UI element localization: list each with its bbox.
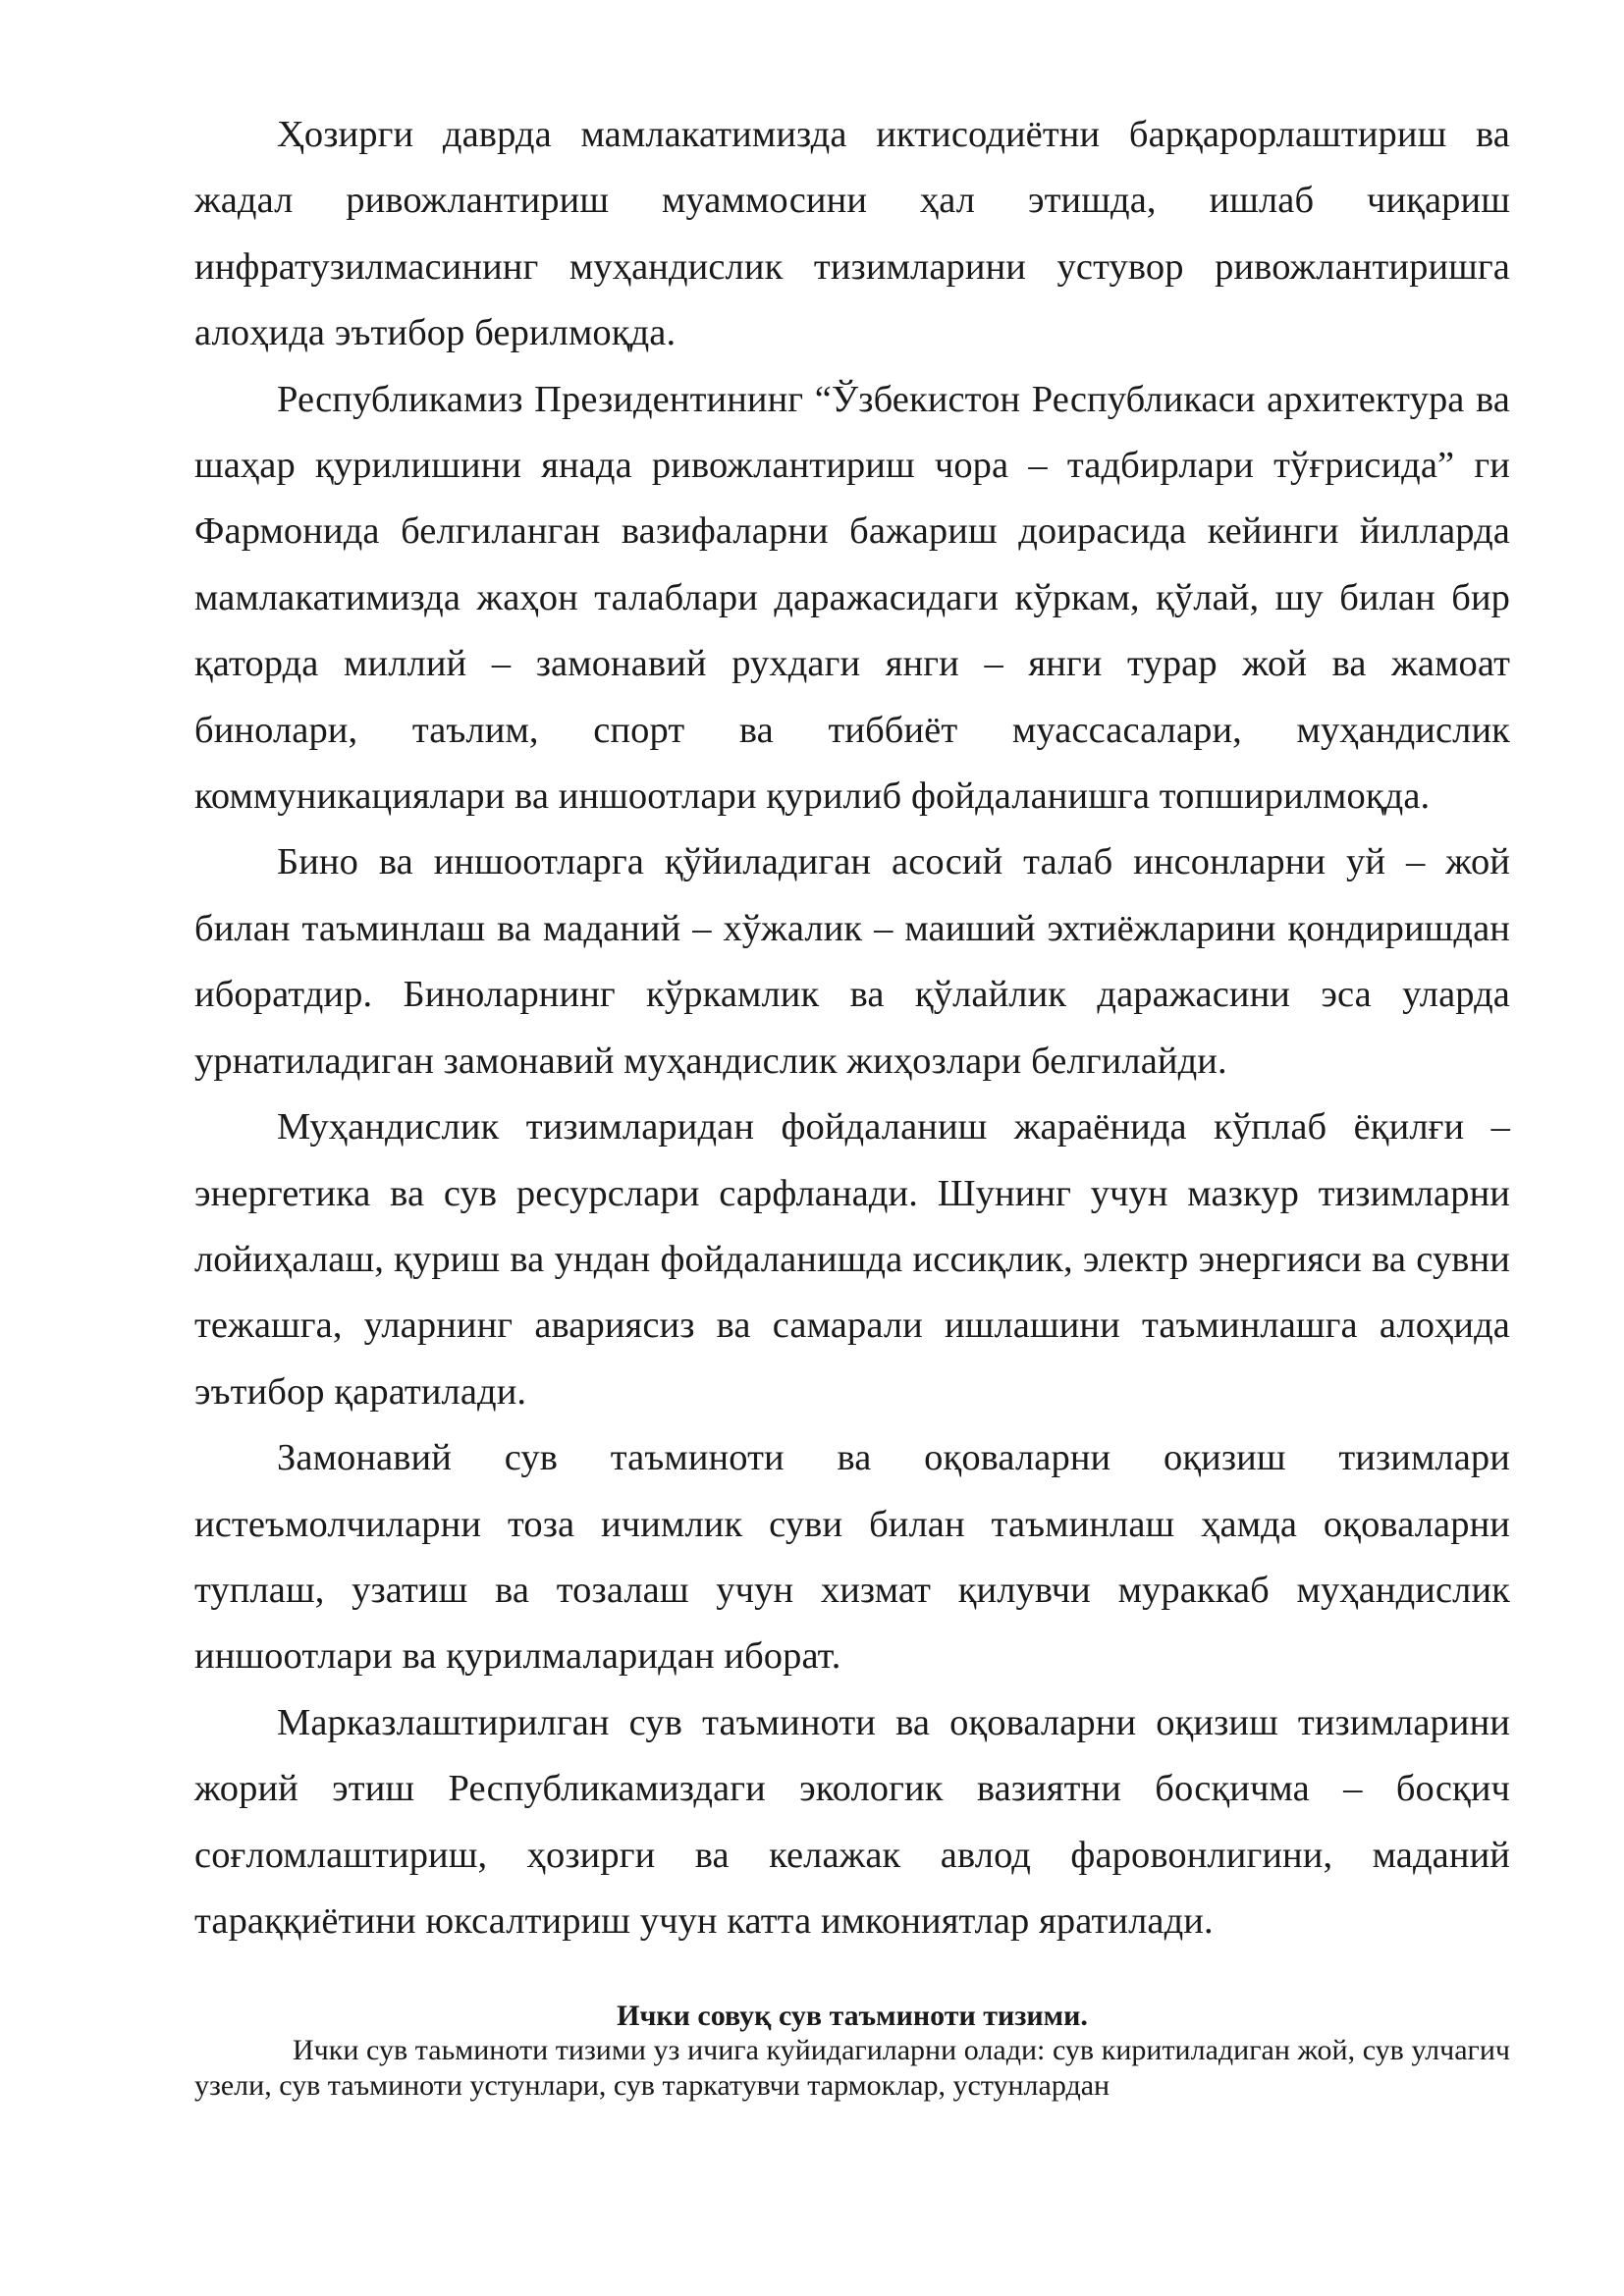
body-text xyxy=(194,102,1510,1954)
paragraph-1: Ҳозирги даврда мамлакатимизда иктисодиётни барқарорлаштириш ва жадал ривожлантириш муаммосини ҳал этишда, ишлаб чиқариш инфратузилмасининг муҳандислик тизимларини устувор ривожлантиришга алоҳида эътибор берилмоқда. xyxy=(194,114,1510,354)
paragraph-6: Марказлаштирилган сув таъминоти ва оқоваларни оқизиш тизимларини жорий этиш Республикамиздаги экологик вазиятни босқичма – босқич соғломлаштириш, ҳозирги ва келажак авлод фаровонлигини, маданий тараққиётини юксалтириш учун катта имкониятлар яратилади. xyxy=(194,1701,1510,1942)
paragraph-5: Замонавий сув таъминоти ва оқоваларни оқизиш тизимлари истеъмолчиларни тоза ичимлик суви билан таъминлаш ҳамда оқоваларни туплаш, узатиш ва тозалаш учун хизмат қилувчи мураккаб муҳандислик иншоотлари ва қурилмаларидан иборат. xyxy=(194,1437,1510,1678)
paragraph-2: Республикамиз Президентининг “Ўзбекистон Республикаси архитектура ва шаҳар қурилишини янада ривожлантириш чора – тадбирлари тўғрисида” ги Фармонида белгиланган вазифаларни бажариш доирасида кейинги йилларда мамлакатимизда жаҳон талаблари даражасидаги кўркам, қўлай, шу билан бир қаторда миллий – замонавий рухдаги янги – янги турар жой ва жамоат бинолари, таълим, спорт ва тиббиёт муассасалари, муҳандислик коммуникациялари ва иншоотлари қурилиб фойдаланишга топширилмоқда. xyxy=(194,378,1510,818)
section-heading: Ички совуқ сув таъминоти тизими. xyxy=(617,2000,1088,2032)
section-paragraph: Ички сув таьминоти тизими уз ичига куйидагиларни олади: сув киритиладиган жой, сув улчагич узели, сув таъминоти устунлари, сув таркатувчи тармоклар, устунлардан xyxy=(194,2034,1510,2102)
paragraph-4: Муҳандислик тизимларидан фойдаланиш жараёнида кўплаб ёқилғи – энергетика ва сув ресурслари сарфланади. Шунинг учун мазкур тизимларни лойиҳалаш, қуриш ва ундан фойдаланишда иссиқлик, электр энергияси ва сувни тежашга, уларнинг авариясиз ва самарали ишлашини таъминлашга алоҳида эътибор қаратилади. xyxy=(194,1106,1510,1413)
paragraph-3: Бино ва иншоотларга қўйиладиган асосий талаб инсонларни уй – жой билан таъминлаш ва маданий – хўжалик – маиший эхтиёжларини қондиришдан иборатдир. Биноларнинг кўркамлик ва қўлайлик даражасини эса уларда урнатиладиган замонавий муҳандислик жиҳозлари белгилайди. xyxy=(194,841,1510,1082)
